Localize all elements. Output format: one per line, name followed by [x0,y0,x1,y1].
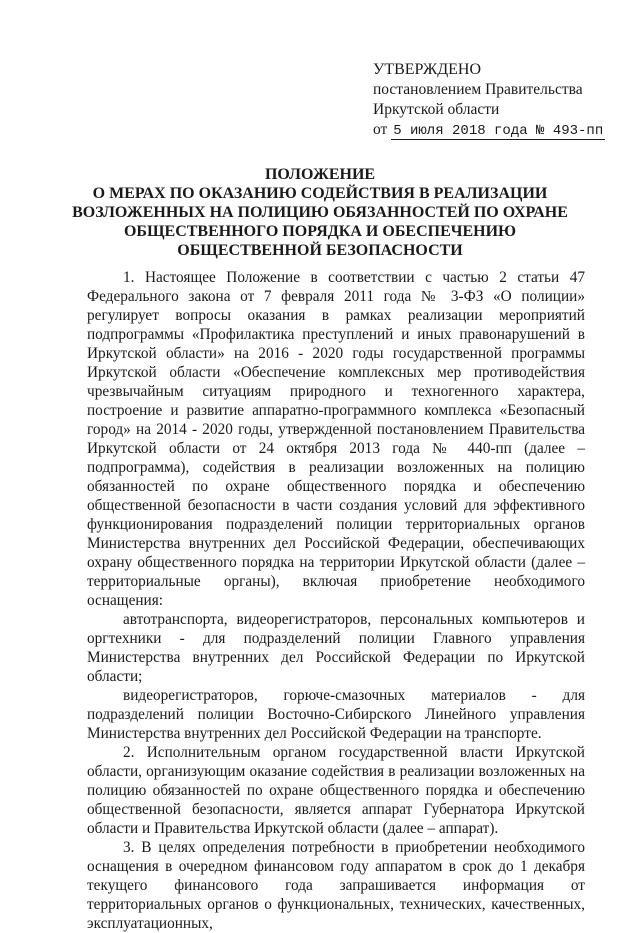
title-line-3: ВОЗЛОЖЕННЫХ НА ПОЛИЦИЮ ОБЯЗАННОСТЕЙ ПО ОХРАНЕ [72,204,568,221]
approval-line-1: постановлением Правительства [373,81,583,98]
approval-date-line [373,120,623,141]
approval-line-2: Иркутской области [373,101,500,118]
paragraph-1-item-1: автотранспорта, видеорегистраторов, персональных компьютеров и оргтехники - для подразделений полиции Главного управления Министерства внутренних дел Российской Федерации по Иркутской области; [87,611,585,685]
approval-head: УТВЕРЖДЕНО [373,61,482,78]
title-line-5: ОБЩЕСТВЕННОЙ БЕЗОПАСНОСТИ [177,242,463,259]
paragraph-1-item-2: видеорегистраторов, горюче-смазочных материалов - для подразделений полиции Восточно-Сибирского Линейного управления Министерства внутренних дел Российской Федерации на транспорте. [87,687,585,742]
title-line-1: ПОЛОЖЕНИЕ [264,166,376,183]
document-body [87,268,585,933]
paragraph-2: 2. Исполнительным органом государственной власти Иркутской области, организующим оказание содействия в реализации возложенных на полицию обязанностей по охране общественного порядка и обеспечению общественной безопасности, является аппарат Губернатора Иркутской области и Правительства Иркутской области (далее – аппарат). [87,744,585,837]
title-line-4: ОБЩЕСТВЕННОГО ПОРЯДКА И ОБЕСПЕЧЕНИЮ [123,223,517,240]
document-title [70,165,570,260]
approval-date-prefix: от [373,121,388,138]
paragraph-1: 1. Настоящее Положение в соответствии с частью 2 статьи 47 Федерального закона от 7 февраля 2011 года № 3-ФЗ «О полиции» регулирует вопросы оказания в рамках реализации мероприятий подпрограммы «Профилактика преступлений и иных правонарушений в Иркутской области» на 2016 - 2020 годы государственной программы Иркутской области «Обеспечение комплексных мер противодействия чрезвычайным ситуациям природного и техногенного характера, построение и развитие аппаратно-программного комплекса «Безопасный город» на 2014 - 2020 годы, утвержденной постановлением Правительства Иркутской области от 24 октября 2013 года № 440-пп (далее – подпрограмма), содействия в реализации возложенных на полицию обязанностей по охране общественного порядка и обеспечению общественной безопасности в части создания условий для эффективного функционирования подразделений полиции территориальных органов Министерства внутренних дел Российской Федерации, обеспечивающих охрану общественного порядка на территории Иркутской области (далее – территориальные органы), включая приобретение необходимого оснащения: [87,269,585,609]
title-line-2: О МЕРАХ ПО ОКАЗАНИЮ СОДЕЙСТВИЯ В РЕАЛИЗАЦИИ [92,185,548,202]
approval-date-value: 5 июля 2018 года № 493-пп [393,123,604,139]
paragraph-3: 3. В целях определения потребности в приобретении необходимого оснащения в очередном финансовом году аппаратом в срок до 1 декабря текущего финансового года запрашивается информация от территориальных органов о функциональных, технических, качественных, эксплуатационных, [87,839,585,932]
approval-stamp [373,60,623,141]
